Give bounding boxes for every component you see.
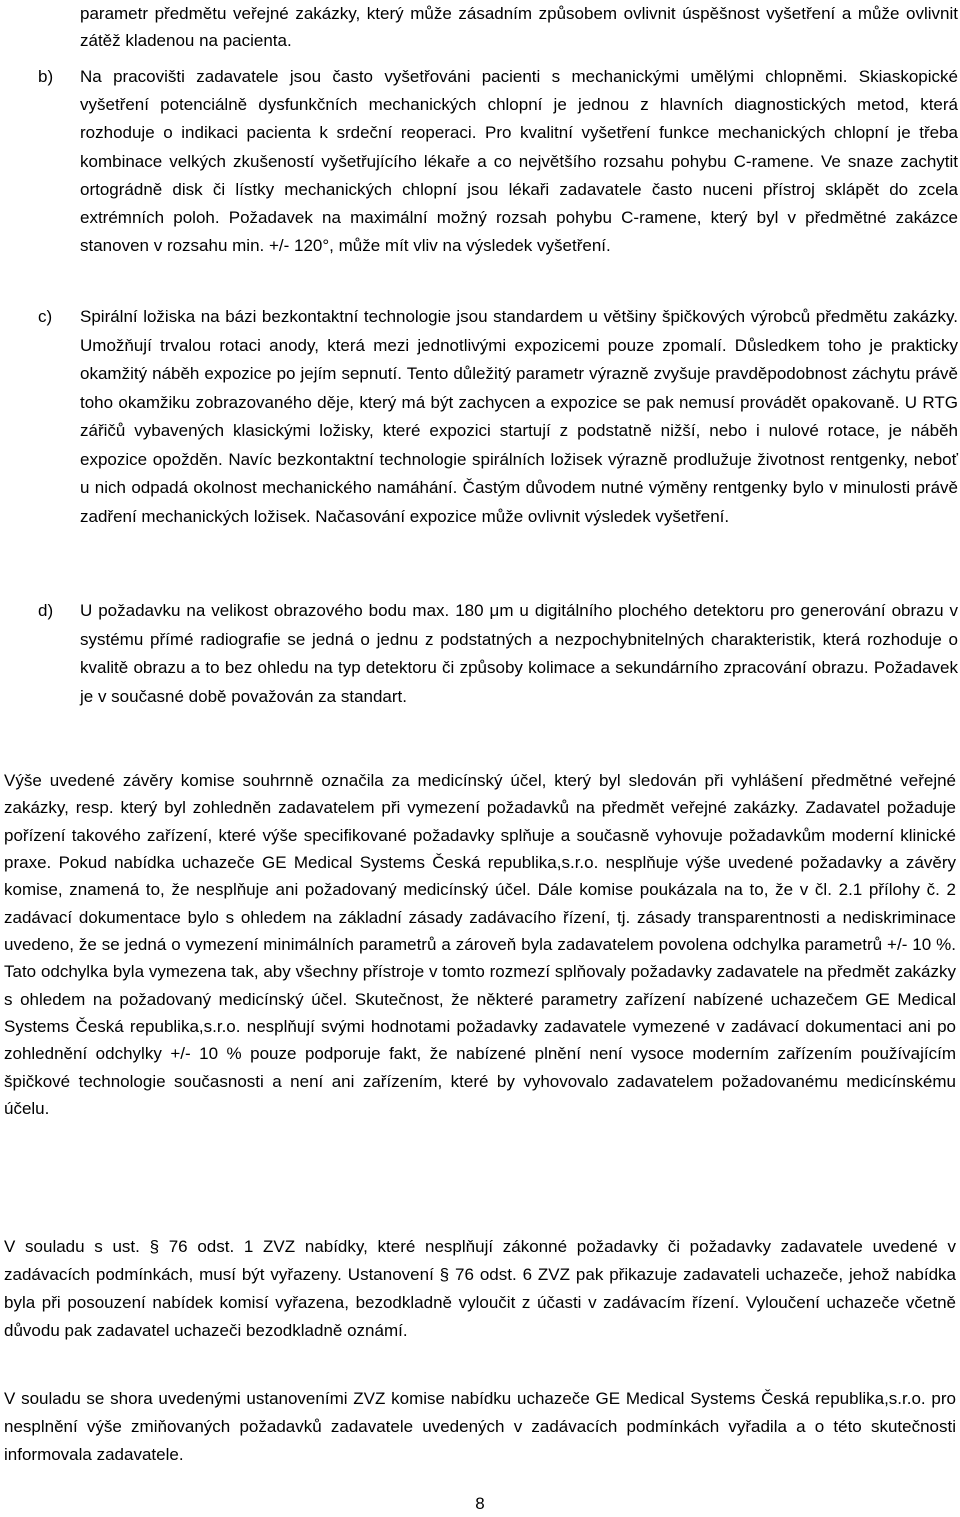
page-number: 8 [475, 1494, 485, 1513]
list-item-d [38, 597, 958, 711]
list-marker: c) [38, 307, 53, 326]
list-item-a-continuation [38, 0, 958, 54]
paragraph-legal-provision: V souladu s ust. § 76 odst. 1 ZVZ nabídky, které nesplňují zákonné požadavky či požadavky zadavatele uvedené v zadávacích podmínkách, musí být vyřazeny. Ustanovení § 76 odst. 6 ZVZ pak přikazuje zadavateli uchazeče, jehož nabídka byla při posouzení nabídek komisí vyřazena, bezodkladně vyloučit z účasti v zadávacím řízení. Vyloučení uchazeče včetně důvodu pak zadavatel uchazeči bezodkladně oznámí. [4, 1237, 956, 1340]
list-marker: b) [38, 67, 54, 86]
list-item-text: Spirální ložiska na bázi bezkontaktní technologie jsou standardem u většiny špičkových výrobců předmětu zakázky. Umožňují trvalou rotaci anody, která mezi jednotlivými expozicemi pouze zpomalí. Důsledkem toho je prakticky okamžitý náběh expozice po jejím sepnutí. Tento důležitý parametr výrazně zvyšuje pravděpodobnost záchytu právě toho okamžiku zobrazovaného děje, který má být zachycen a expozice se pak nemusí provádět opakovaně. U RTG zářičů vybavených klasickými ložisky, které expozici startují z podstatně nižší, nebo i nulové rotace, je náběh expozice opožděn. Navíc bezkontaktní technologie spirálních ložisek výrazně prodlužuje životnost rentgenky, neboť u nich odpadá okolnost mechanického namáhání. Častým důvodem nutné výměny rentgenky bylo v minulosti právě zadření mechanických ložisek. Načasování expozice může ovlivnit výsledek vyšetření. [80, 307, 958, 526]
list-item-c [38, 303, 958, 531]
paragraph-final-decision: V souladu se shora uvedenými ustanoveními ZVZ komise nabídku uchazeče GE Medical Systems Česká republika,s.r.o. pro nesplnění výše zmiňovaných požadavků zadavatele uvedených v zadávacích podmínkách vyřadila a o této skutečnosti informovala zadavatele. [4, 1389, 956, 1464]
paragraph-commission-conclusions: Výše uvedené závěry komise souhrnně označila za medicínský účel, který byl sledován při vyhlášení předmětné veřejné zakázky, resp. který byl zohledněn zadavatelem při vymezení požadavků na předmět veřejné zakázky. Zadavatel požaduje pořízení takového zařízení, které výše specifikované požadavky splňuje a současně vyhovuje požadavkům moderní klinické praxe. Pokud nabídka uchazeče GE Medical Systems Česká republika,s.r.o. nesplňuje výše uvedené požadavky a závěry komise, znamená to, že nesplňuje ani požadovaný medicínský účel. Dále komise poukázala na to, že v čl. 2.1 přílohy č. 2 zadávací dokumentace bylo s ohledem na základní zásady zadávacího řízení, tj. zásady transparentnosti a nediskriminace uvedeno, že se jedná o vymezení minimálních parametrů a zároveň byla zadavatelem povolena odchylka parametrů +/- 10 %. Tato odchylka byla vymezena tak, aby všechny přístroje v tomto rozmezí splňovaly požadavky zadavatele na předmět zakázky s ohledem na požadovaný medicínský účel. Skutečnost, že některé parametry zařízení nabízené uchazečem GE Medical Systems Česká republika,s.r.o. nesplňují svými hodnotami požadavky zadavatele vymezené v zadávací dokumentaci ani po zohlednění odchylky +/- 10 % pouze podporuje fakt, že nabízené plnění není vysoce moderním zařízením používajícím špičkové technologie současnosti a není ani zařízením, které by vyhovovalo zadavatelem požadovanému medicínskému účelu. [4, 771, 956, 1119]
list-marker: d) [38, 601, 54, 620]
list-item-text: U požadavku na velikost obrazového bodu max. 180 μm u digitálního plochého detektoru pro generování obrazu v systému přímé radiografie se jedná o jednu z podstatných a nezpochybnitelných charakteristik, která rozhoduje o kvalitě obrazu a to bez ohledu na typ detektoru či způsoby kolimace a sekundárního zpracování obrazu. Požadavek je v současné době považován za standart. [80, 601, 958, 706]
list-item-text: Na pracovišti zadavatele jsou často vyšetřováni pacienti s mechanickými umělými chlopněmi. Skiaskopické vyšetření potenciálně dysfunkčních mechanických chlopní je jednou z hlavních diagnostických metod, která rozhoduje o indikaci pacienta k srdeční reoperaci. Pro kvalitní vyšetření funkce mechanických chlopní je třeba kombinace velkých zkušeností vyšetřujícího lékaře a co největšího rozsahu pohybu C-ramene. Ve snaze zachytit ortográdně disk či lístky mechanických chlopní jsou lékaři zadavatele často nuceni přístroj sklápět do zcela extrémních poloh. Požadavek na maximální možný rozsah pohybu C-ramene, který byl v předmětné zakázce stanoven v rozsahu min. +/- 120°, může mít vliv na výsledek vyšetření. [80, 67, 958, 256]
list-item-text: parametr předmětu veřejné zakázky, který může zásadním způsobem ovlivnit úspěšnost vyšetření a může ovlivnit zátěž kladenou na pacienta. [80, 4, 958, 50]
list-item-b [38, 63, 958, 260]
